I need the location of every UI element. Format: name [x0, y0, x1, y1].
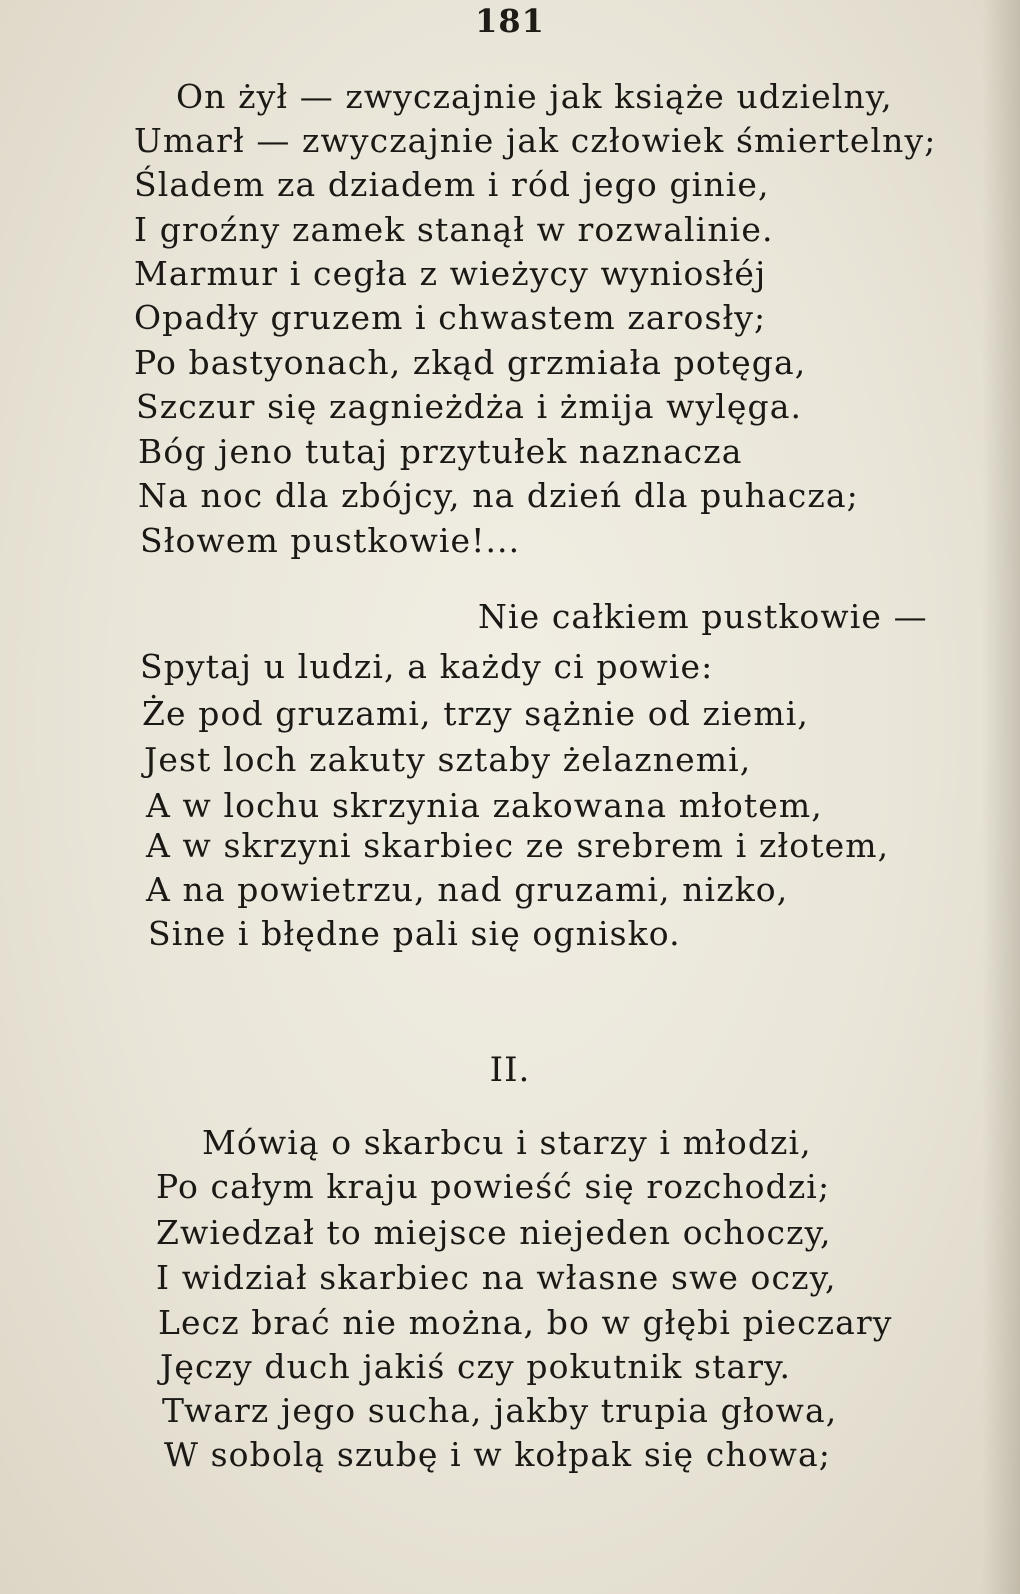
verse-line: A w lochu skrzynia zakowana młotem, — [146, 786, 823, 825]
verse-line: Twarz jego sucha, jakby trupia głowa, — [162, 1391, 838, 1430]
verse-line: Szczur się zagnieżdża i żmija wylęga. — [136, 387, 803, 426]
verse-line: A na powietrzu, nad gruzami, nizko, — [146, 870, 789, 909]
page-edge-shadow — [982, 0, 1020, 1594]
verse-line: Marmur i cegła z wieżycy wyniosłéj — [134, 254, 767, 293]
verse-line: Śladem za dziadem i ród jego ginie, — [134, 165, 770, 204]
verse-line: Bóg jeno tutaj przytułek naznacza — [138, 432, 743, 471]
verse-line: Umarł — zwyczajnie jak człowiek śmiertelny; — [134, 121, 937, 160]
verse-line: Sine i błędne pali się ognisko. — [148, 914, 681, 953]
verse-line: Jest loch zakuty sztaby żelaznemi, — [144, 740, 752, 779]
verse-line: Zwiedzał to miejsce niejeden ochoczy, — [156, 1213, 832, 1252]
verse-line: On żył — zwyczajnie jak książe udzielny, — [176, 77, 893, 116]
verse-line: Spytaj u ludzi, a każdy ci powie: — [140, 647, 714, 686]
verse-line: Jęczy duch jakiś czy pokutnik stary. — [160, 1347, 792, 1386]
verse-line: Na noc dla zbójcy, na dzień dla puhacza; — [138, 476, 859, 515]
verse-line: I widział skarbiec na własne swe oczy, — [156, 1258, 837, 1297]
verse-line: Że pod gruzami, trzy sążnie od ziemi, — [142, 694, 809, 733]
verse-line: Mówią o skarbcu i starzy i młodzi, — [202, 1123, 812, 1162]
verse-line: Lecz brać nie można, bo w głębi pieczary — [158, 1303, 893, 1342]
verse-line: Nie całkiem pustkowie — — [478, 597, 928, 636]
verse-line: W sobolą szubę i w kołpak się chowa; — [164, 1435, 832, 1474]
verse-line: Opadły gruzem i chwastem zarosły; — [134, 298, 767, 337]
verse-line: Po bastyonach, zkąd grzmiała potęga, — [134, 343, 807, 382]
verse-line: Po całym kraju powieść się rozchodzi; — [156, 1167, 831, 1206]
verse-line: Słowem pustkowie!... — [140, 521, 521, 560]
section-heading: II. — [489, 1050, 531, 1090]
verse-line: A w skrzyni skarbiec ze srebrem i złotem, — [146, 826, 890, 865]
page-number: 181 — [475, 2, 545, 40]
verse-line: I groźny zamek stanął w rozwalinie. — [134, 210, 774, 249]
